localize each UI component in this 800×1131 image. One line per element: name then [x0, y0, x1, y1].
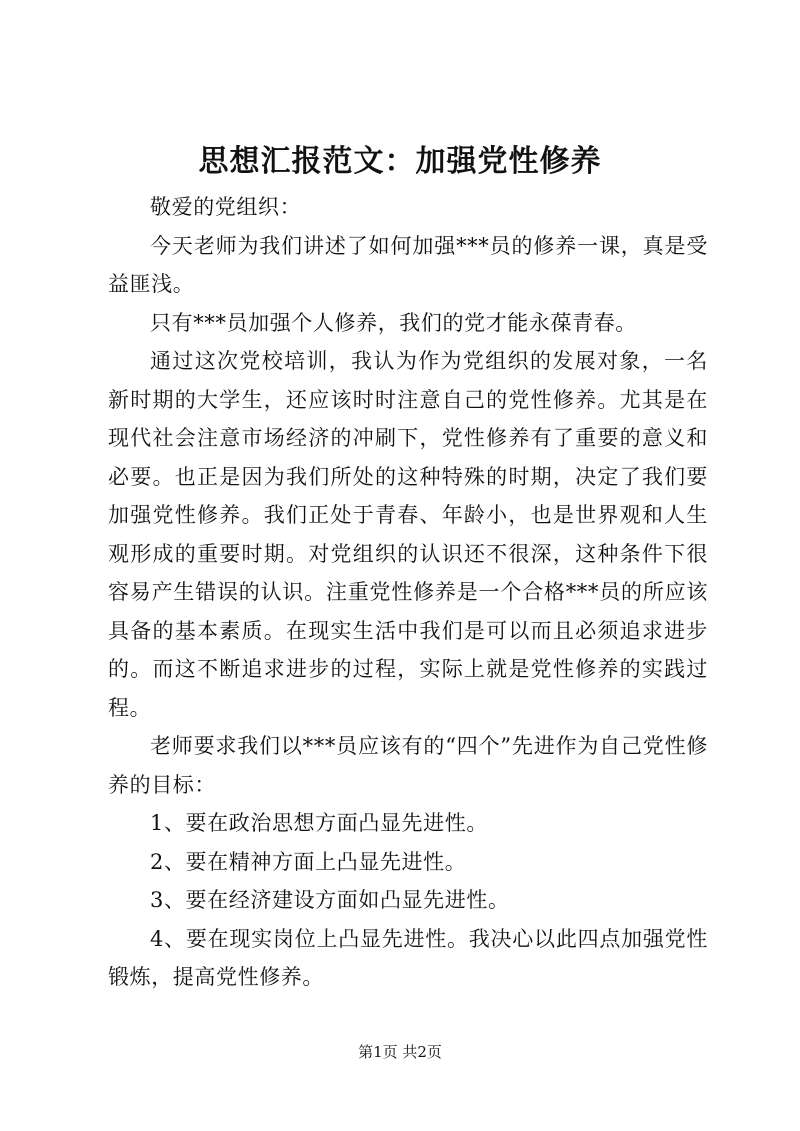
- salutation: 敬爱的党组织：: [150, 195, 302, 219]
- document-title: 思想汇报范文：加强党性修养: [198, 144, 602, 179]
- document-body: [108, 188, 708, 997]
- list-item: 2、要在精神方面上凸显先进性。: [150, 849, 467, 874]
- paragraph: 只有***员加强个人修养，我们的党才能永葆青春。: [150, 310, 637, 335]
- list-item: 1、要在政治思想方面凸显先进性。: [150, 811, 488, 835]
- list-item: 4、要在现实岗位上凸显先进性。我决心以此四点加强党性锻炼，提高党性修养。: [108, 926, 708, 989]
- page-footer: 第1页 共2页: [358, 1043, 442, 1061]
- paragraph: 老师要求我们以***员应该有的“四个”先进作为自己党性修养的目标：: [108, 734, 708, 797]
- list-item: 3、要在经济建设方面如凸显先进性。: [150, 888, 510, 912]
- paragraph: 通过这次党校培训，我认为作为党组织的发展对象，一名新时期的大学生，还应该时时注意自己的党性修养。尤其是在现代社会注意市场经济的冲刷下，党性修养有了重要的意义和必要。也正是因为我们所处的这种特殊的时期，决定了我们要加强党性修养。我们正处于青春、年龄小，也是世界观和人生观形成的重要时期。对党组织的认识还不很深，这种条件下很容易产生错误的认识。注重党性修养是一个合格***员的所应该具备的基本素质。在现实生活中我们是可以而且必须追求进步的。而这不断追求进步的过程，实际上就是党性修养的实践过程。: [108, 349, 708, 720]
- paragraph: 今天老师为我们讲述了如何加强***员的修养一课，真是受益匪浅。: [108, 233, 708, 296]
